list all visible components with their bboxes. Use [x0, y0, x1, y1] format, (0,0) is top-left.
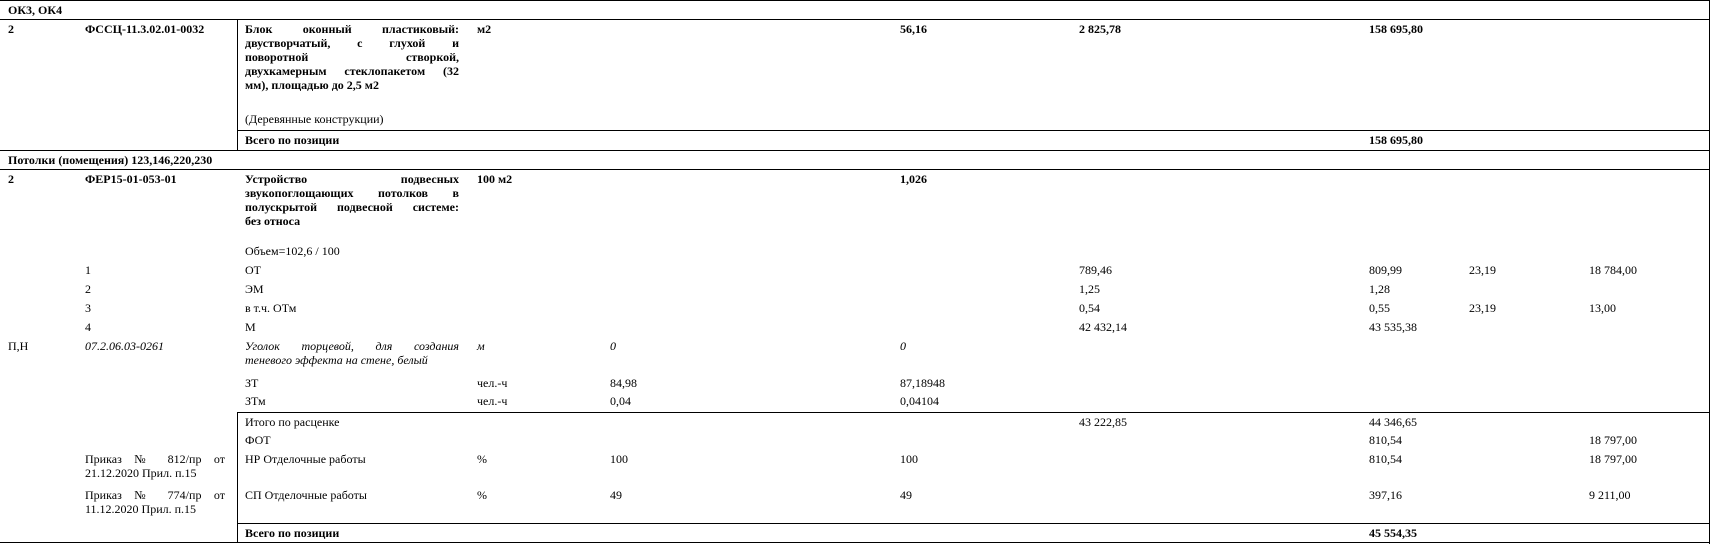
labor-label: ЗТм	[245, 394, 266, 408]
profit-label: СП Отделочные работы	[245, 488, 367, 502]
labor-norm: 84,98	[610, 376, 637, 390]
row-label: ЭМ	[245, 282, 264, 296]
order-line: 21.12.2020 Прил. п.15	[85, 466, 197, 480]
row-number: 2	[85, 282, 91, 296]
order-line: Приказ № 774/пр от	[85, 488, 225, 502]
top-border	[0, 0, 1710, 1]
row-current-price: 0,55	[1369, 301, 1390, 315]
position-summary-label: Всего по позиции	[245, 133, 340, 147]
material-quantity: 0	[900, 339, 906, 353]
row-total: 18 784,00	[1589, 263, 1637, 277]
section-divider	[0, 19, 1710, 20]
row-label: М	[245, 320, 256, 334]
itogo-base: 43 222,85	[1079, 415, 1127, 429]
position-summary-total: 45 554,35	[1369, 526, 1417, 540]
row-base-price: 789,46	[1079, 263, 1112, 277]
material-code: 07.2.06.03-0261	[85, 339, 164, 353]
profit-quantity: 49	[900, 488, 912, 502]
position-code: ФЕР15-01-053-01	[85, 172, 177, 186]
labor-unit: чел.-ч	[477, 376, 508, 390]
overhead-label: НР Отделочные работы	[245, 452, 366, 466]
name-line: Уголок торцевой, для создания	[245, 339, 459, 353]
row-label: в т.ч. ОТм	[245, 301, 297, 315]
name-line: двухкамерным стеклопакетом (32	[245, 64, 459, 78]
labor-quantity: 87,18948	[900, 376, 945, 390]
name-line: звукопоглощающих потолков в	[245, 186, 459, 200]
overhead-norm: 100	[610, 452, 628, 466]
name-line: теневого эффекта на стене, белый	[245, 353, 428, 367]
position-total: 158 695,80	[1369, 22, 1423, 36]
position-volume: Объем=102,6 / 100	[245, 244, 340, 258]
position-quantity: 1,026	[900, 172, 927, 186]
itogo-divider	[237, 412, 1710, 413]
labor-label: ЗТ	[245, 376, 259, 390]
overhead-order	[85, 452, 225, 480]
material-unit: м	[477, 339, 485, 353]
position-number: 2	[8, 22, 14, 36]
labor-unit: чел.-ч	[477, 394, 508, 408]
name-line: без относа	[245, 214, 301, 228]
order-line: Приказ № 812/пр от	[85, 452, 225, 466]
column-divider	[237, 19, 238, 150]
bottom-border	[0, 542, 1710, 543]
name-line: Блок оконный пластиковый:	[245, 22, 459, 36]
itogo-label: Итого по расценке	[245, 415, 340, 429]
row-base-price: 1,25	[1079, 282, 1100, 296]
position-unit: м2	[477, 22, 492, 36]
profit-norm: 49	[610, 488, 622, 502]
material-mark: П,Н	[8, 339, 29, 353]
profit-total: 9 211,00	[1589, 488, 1631, 502]
name-line: Устройство подвесных	[245, 172, 459, 186]
fot-label: ФОТ	[245, 433, 271, 447]
row-current-price: 43 535,38	[1369, 320, 1417, 334]
overhead-quantity: 100	[900, 452, 918, 466]
position-summary-label: Всего по позиции	[245, 526, 340, 540]
row-number: 3	[85, 301, 91, 315]
itogo-current: 44 346,65	[1369, 415, 1417, 429]
position-number: 2	[8, 172, 14, 186]
row-base-price: 42 432,14	[1079, 320, 1127, 334]
name-line: двустворчатый, с глухой и	[245, 36, 459, 50]
profit-unit: %	[477, 488, 487, 502]
position-name	[245, 22, 459, 92]
overhead-total: 18 797,00	[1589, 452, 1637, 466]
row-base-price: 0,54	[1079, 301, 1100, 315]
labor-norm: 0,04	[610, 394, 631, 408]
row-number: 4	[85, 320, 91, 334]
row-number: 1	[85, 263, 91, 277]
row-label: ОТ	[245, 263, 261, 277]
name-line: мм), площадью до 2,5 м2	[245, 78, 379, 92]
material-name	[245, 339, 459, 367]
name-line: полускрытой подвесной системе:	[245, 200, 459, 214]
order-line: 11.12.2020 Прил. п.15	[85, 502, 197, 516]
profit-current: 397,16	[1369, 488, 1402, 502]
row-current-price: 809,99	[1369, 263, 1402, 277]
position-name	[245, 172, 459, 228]
column-divider	[237, 412, 238, 543]
row-coefficient: 23,19	[1469, 301, 1496, 315]
profit-order	[85, 488, 225, 516]
section-title-windows: ОК3, ОК4	[8, 3, 63, 17]
name-line: поворотной створкой,	[245, 50, 459, 64]
summary-divider	[237, 523, 1710, 524]
position-category: (Деревянные конструкции)	[245, 112, 384, 126]
row-coefficient: 23,19	[1469, 263, 1496, 277]
position-code: ФССЦ-11.3.02.01-0032	[85, 22, 205, 36]
summary-divider	[237, 130, 1710, 131]
row-current-price: 1,28	[1369, 282, 1390, 296]
position-summary-total: 158 695,80	[1369, 133, 1423, 147]
section-title-ceilings: Потолки (помещения) 123,146,220,230	[8, 153, 213, 167]
overhead-current: 810,54	[1369, 452, 1402, 466]
position-unit: 100 м2	[477, 172, 513, 186]
position-price: 2 825,78	[1079, 22, 1121, 36]
labor-quantity: 0,04104	[900, 394, 939, 408]
material-norm: 0	[610, 339, 616, 353]
row-total: 13,00	[1589, 301, 1616, 315]
position-quantity: 56,16	[900, 22, 927, 36]
fot-current: 810,54	[1369, 433, 1402, 447]
section-divider	[0, 169, 1710, 170]
overhead-unit: %	[477, 452, 487, 466]
section-divider	[0, 150, 1710, 151]
fot-total: 18 797,00	[1589, 433, 1637, 447]
